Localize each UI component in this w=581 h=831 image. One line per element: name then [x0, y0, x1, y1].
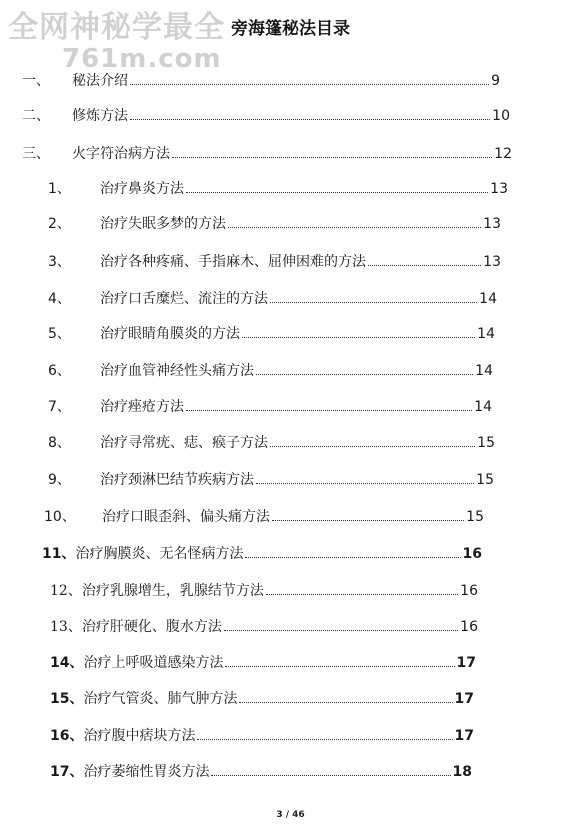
toc-entry-9[interactable]	[48, 362, 493, 380]
toc-entry-page: 9	[491, 73, 500, 89]
toc-entry-19[interactable]	[50, 727, 474, 745]
toc-leader-dots	[225, 666, 454, 667]
toc-entry-17[interactable]	[50, 654, 476, 672]
toc-entry-number: 17、	[50, 764, 84, 780]
toc-leader-dots	[245, 557, 460, 558]
watermark-site-url: 761m.com	[62, 44, 222, 74]
toc-entry-title: 治疗上呼吸道感染方法	[83, 655, 224, 671]
toc-entry-11[interactable]	[48, 434, 495, 452]
toc-entry-14[interactable]	[42, 545, 482, 563]
toc-entry-page: 10	[492, 108, 510, 124]
toc-entry-number: 16、	[50, 728, 84, 744]
toc-entry-page: 14	[479, 291, 497, 307]
toc-entry-page: 13	[483, 216, 501, 232]
toc-entry-number: 2、	[48, 216, 71, 232]
toc-entry-number: 7、	[48, 399, 71, 415]
toc-leader-dots	[256, 483, 474, 484]
toc-entry-number: 3、	[48, 254, 71, 270]
page-number-footer: 3 / 46	[276, 810, 305, 820]
toc-leader-dots	[368, 265, 481, 266]
toc-leader-dots	[130, 84, 489, 85]
toc-entry-number: 10、	[44, 509, 76, 525]
toc-entry-page: 13	[483, 254, 501, 270]
toc-entry-title: 治疗血管神经性头痛方法	[100, 363, 254, 379]
toc-entry-title: 秘法介绍	[72, 73, 128, 89]
toc-entry-page: 16	[462, 546, 482, 562]
toc-entry-title: 治疗肝硬化、腹水方法	[81, 619, 222, 635]
toc-entry-number: 12、	[50, 583, 82, 599]
toc-entry-title: 修炼方法	[72, 108, 128, 124]
toc-leader-dots	[266, 594, 458, 595]
toc-entry-page: 18	[452, 764, 472, 780]
toc-entry-title: 治疗萎缩性胃炎方法	[83, 764, 210, 780]
toc-leader-dots	[186, 192, 488, 193]
toc-entry-16[interactable]	[50, 618, 478, 636]
toc-entry-number: 5、	[48, 326, 71, 342]
toc-entry-20[interactable]	[50, 763, 472, 781]
toc-entry-15[interactable]	[50, 582, 478, 600]
toc-entry-number: 13、	[50, 619, 82, 635]
toc-leader-dots	[272, 520, 464, 521]
toc-entry-page: 15	[466, 509, 484, 525]
toc-entry-title: 治疗眼睛角膜炎的方法	[100, 326, 240, 342]
toc-entry-7[interactable]	[48, 290, 497, 308]
toc-entry-2[interactable]	[22, 107, 510, 125]
toc-entry-title: 治疗乳腺增生，乳腺结节方法	[81, 583, 264, 599]
toc-entry-page: 16	[460, 619, 478, 635]
toc-entry-title: 治疗各种疼痛、手指麻木、屈伸困难的方法	[100, 254, 366, 270]
toc-entry-title: 治疗鼻炎方法	[100, 181, 184, 197]
toc-entry-title: 治疗痤疮方法	[100, 399, 184, 415]
toc-entry-8[interactable]	[48, 325, 495, 343]
toc-leader-dots	[242, 337, 475, 338]
toc-entry-page: 13	[490, 181, 508, 197]
watermark-site-name: 全网神秘学最全	[8, 10, 225, 45]
toc-entry-title: 治疗腹中痞块方法	[83, 728, 196, 744]
toc-entry-page: 15	[476, 472, 494, 488]
toc-entry-5[interactable]	[48, 215, 501, 233]
toc-entry-number: 8、	[48, 435, 71, 451]
toc-entry-1[interactable]	[22, 72, 500, 90]
toc-leader-dots	[228, 227, 481, 228]
toc-entry-6[interactable]	[48, 253, 501, 271]
toc-entry-number: 6、	[48, 363, 71, 379]
toc-entry-page: 14	[475, 363, 493, 379]
toc-entry-title: 治疗口眼歪斜、偏头痛方法	[102, 509, 270, 525]
toc-leader-dots	[270, 446, 475, 447]
toc-leader-dots	[186, 410, 472, 411]
toc-leader-dots	[130, 119, 490, 120]
toc-leader-dots	[239, 702, 452, 703]
toc-entry-number: 1、	[48, 181, 71, 197]
toc-entry-number: 9、	[48, 472, 71, 488]
toc-leader-dots	[270, 302, 477, 303]
toc-entry-12[interactable]	[48, 471, 494, 489]
toc-entry-title: 治疗口舌糜烂、流注的方法	[100, 291, 268, 307]
toc-entry-page: 17	[456, 655, 476, 671]
toc-entry-page: 14	[474, 399, 492, 415]
toc-entry-10[interactable]	[48, 398, 492, 416]
toc-entry-number: 二、	[22, 108, 50, 124]
toc-entry-number: 三、	[22, 146, 50, 162]
toc-entry-page: 17	[454, 691, 474, 707]
toc-entry-title: 治疗寻常疣、痣、瘊子方法	[100, 435, 268, 451]
toc-entry-title: 火字符治病方法	[72, 146, 170, 162]
toc-entry-3[interactable]	[22, 145, 512, 163]
toc-entry-page: 12	[494, 146, 512, 162]
toc-entry-page: 15	[477, 435, 495, 451]
toc-entry-page: 17	[454, 728, 474, 744]
toc-entry-number: 一、	[22, 73, 50, 89]
toc-leader-dots	[256, 374, 473, 375]
toc-entry-number: 4、	[48, 291, 71, 307]
toc-entry-title: 治疗失眠多梦的方法	[100, 216, 226, 232]
toc-entry-4[interactable]	[48, 180, 508, 198]
toc-leader-dots	[211, 775, 450, 776]
toc-entry-number: 14、	[50, 655, 84, 671]
toc-leader-dots	[224, 630, 458, 631]
toc-entry-title: 治疗颈淋巴结节疾病方法	[100, 472, 254, 488]
toc-entry-number: 11、	[42, 546, 76, 562]
toc-entry-number: 15、	[50, 691, 84, 707]
toc-entry-13[interactable]	[44, 508, 484, 526]
toc-leader-dots	[197, 739, 452, 740]
toc-entry-title: 治疗胸膜炎、无名怪病方法	[75, 546, 244, 562]
toc-entry-page: 14	[477, 326, 495, 342]
toc-entry-18[interactable]	[50, 690, 474, 708]
toc-entry-title: 治疗气管炎、肺气肿方法	[83, 691, 238, 707]
page-title: 旁海篷秘法目录	[231, 19, 350, 39]
toc-leader-dots	[172, 157, 492, 158]
toc-entry-page: 16	[460, 583, 478, 599]
